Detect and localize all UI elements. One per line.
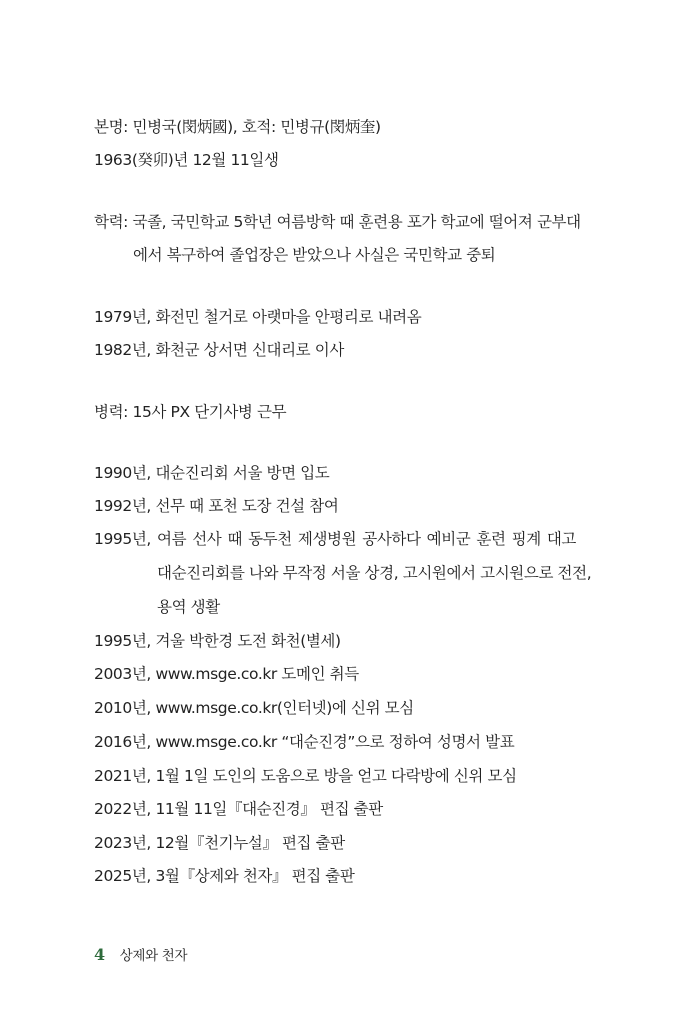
- timeline-1982: 1982년, 화천군 상서면 신대리로 이사: [94, 341, 344, 359]
- page-footer: [94, 945, 187, 966]
- running-title: 상제와 천자: [119, 948, 188, 964]
- military-line: 병력: 15사 PX 단기사병 근무: [94, 403, 287, 421]
- timeline-1995-summer-line-2: 대순진리회를 나와 무작정 서울 상경, 고시원에서 고시원으로 전전,: [157, 564, 592, 582]
- timeline-1992: 1992년, 선무 때 포천 도장 건설 참여: [94, 497, 339, 515]
- timeline-1995-winter: 1995년, 겨울 박한경 도전 화천(별세): [94, 632, 341, 650]
- page-number: 4: [94, 945, 106, 964]
- timeline-2010: 2010년, www.msge.co.kr(인터넷)에 신위 모심: [94, 699, 414, 717]
- timeline-2003: 2003년, www.msge.co.kr 도메인 취득: [94, 665, 359, 683]
- timeline-2023: 2023년, 12월『천기누설』 편집 출판: [94, 834, 345, 852]
- timeline-1995-summer-line-1: 1995년, 여름 선사 때 동두천 제생병원 공사하다 예비군 훈련 핑계 대고: [94, 530, 576, 548]
- timeline-2025: 2025년, 3월『상제와 천자』 편집 출판: [94, 867, 355, 885]
- education-line-2: 에서 복구하여 졸업장은 받았으나 사실은 국민학교 중퇴: [133, 246, 496, 264]
- timeline-1995-summer-line-3: 용역 생활: [157, 598, 220, 616]
- name-line: 본명: 민병국(閔炳國), 호적: 민병규(閔炳奎): [94, 118, 381, 136]
- education-line-1: 학력: 국졸, 국민학교 5학년 여름방학 때 훈련용 포가 학교에 떨어져 군부대: [94, 213, 581, 231]
- timeline-2021: 2021년, 1월 1일 도인의 도움으로 방을 얻고 다락방에 신위 모심: [94, 767, 517, 785]
- timeline-2022: 2022년, 11월 11일『대순진경』 편집 출판: [94, 800, 383, 818]
- timeline-1990: 1990년, 대순진리회 서울 방면 입도: [94, 464, 330, 482]
- timeline-2016: 2016년, www.msge.co.kr “대순진경”으로 정하여 성명서 발표: [94, 733, 515, 751]
- timeline-1979: 1979년, 화전민 철거로 아랫마을 안평리로 내려옴: [94, 308, 422, 326]
- birth-line: 1963(癸卯)년 12월 11일생: [94, 151, 279, 169]
